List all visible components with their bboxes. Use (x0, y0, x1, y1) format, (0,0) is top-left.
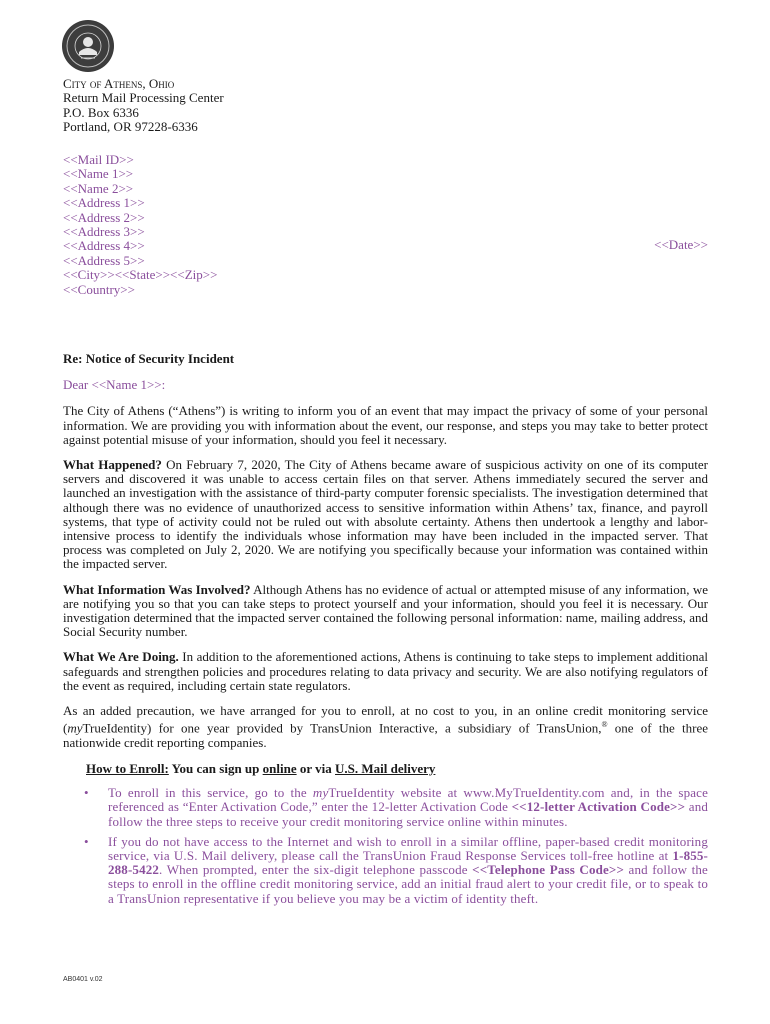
what-doing-heading: What We Are Doing. (63, 649, 179, 665)
recipient-block (63, 153, 363, 297)
bullet2-text-a: If you do not have access to the Internet and wish to enroll in a similar offline, paper-based credit monitoring service, via U.S. Mail delivery, please call the TransUnion Fraud Response Services toll-free hotline at (108, 833, 708, 864)
enroll-heading-text-c: or via (296, 761, 336, 776)
info-involved-heading: What Information Was Involved? (63, 581, 251, 597)
list-item (63, 786, 708, 829)
precaution-text-b: TrueIdentity) for one year provided by TransUnion Interactive, a subsidiary of TransUnion, (82, 720, 602, 736)
salutation-suffix: : (161, 377, 166, 393)
enroll-bullet-list (63, 786, 708, 906)
what-happened-paragraph (63, 458, 708, 572)
activation-code-field: <<12-letter Activation Code>> (511, 799, 686, 815)
subject-line: Re: Notice of Security Incident (63, 351, 235, 366)
bullet1-my: my (312, 785, 329, 801)
address1-field: <<Address 1>> (63, 195, 145, 211)
footer-code: AB0401 v.02 (63, 976, 103, 983)
date-field: <<Date>> (654, 237, 708, 252)
address5-field: <<Address 5>> (63, 252, 145, 268)
enroll-heading (86, 762, 708, 776)
mail-id-field: <<Mail ID>> (63, 152, 134, 167)
name1-field: <<Name 1>> (63, 166, 134, 182)
precaution-paragraph (63, 704, 708, 750)
sender-line-3: Portland, OR 97228-6336 (63, 119, 198, 135)
telephone-passcode-field: <<Telephone Pass Code>> (472, 862, 625, 878)
bullet-icon: • (84, 833, 89, 849)
intro-paragraph: The City of Athens (“Athens”) is writing to inform you of an event that may impact the privacy of some of your personal information. We are providing you with information about the event, our response, and steps you may take to better protect against potential misuse of your information, should you feel it necessary. (63, 403, 708, 447)
bullet1-text-a: To enroll in this service, go to the (108, 785, 313, 801)
address4-field: <<Address 4>> (63, 238, 145, 254)
return-address (63, 77, 363, 135)
bullet2-text-c: and follow the steps to enroll in the offline credit monitoring service, add an initial fraud alert to your credit file, or to speak to a TransUnion representative if you believe you may be a victim of identity theft. (108, 862, 708, 906)
enroll-mail-delivery: U.S. Mail delivery (335, 761, 436, 776)
address3-field: <<Address 3>> (63, 224, 145, 240)
salutation (63, 378, 708, 392)
salutation-name: <<Name 1>> (91, 377, 162, 393)
enroll-online: online (262, 761, 297, 776)
city-state-zip-field: <<City>><<State>><<Zip>> (63, 267, 218, 283)
enroll-heading-text-b: You can sign up (168, 761, 263, 776)
info-involved-text: Although Athens has no evidence of actual or attempted misuse of any information, we are notifying you so that you can take steps to protect yourself and your information, should you feel it is necessary. Our investigation determined that the impacted server contained the following personal information: name, mailing address, and Social Security number. (63, 581, 708, 640)
precaution-my: my (67, 720, 83, 736)
what-doing-text: In addition to the aforementioned actions, Athens is continuing to take steps to implement additional safeguards and strengthen policies and procedures relating to data privacy and security. We are also notifying regulators of the event as required, including certain state regulators. (63, 649, 708, 693)
bullet-icon: • (84, 785, 89, 801)
precaution-text-a: As an added precaution, we have arranged for you to enroll, at no cost to you, in an online credit monitoring service ( (63, 703, 708, 736)
list-item (63, 835, 708, 906)
registered-mark: ® (601, 720, 608, 730)
precaution-text-c: one of the three nationwide credit reporting companies. (63, 720, 708, 750)
sender-org: City of Athens, Ohio (63, 76, 175, 91)
city-seal-icon (62, 20, 114, 72)
country-field: <<Country>> (63, 281, 135, 297)
name2-field: <<Name 2>> (63, 180, 134, 196)
what-happened-text: On February 7, 2020, The City of Athens became aware of suspicious activity on one of its computer servers and discovered it was unable to access certain files on that server. Athens immediately secured the server and launched an investigation with the assistance of third-party computer forensic specialists. The investigation determined that although there was no evidence of unauthorized access to sensitive information within Athens’ tax, finance, and payroll systems, that type of activity could not be ruled out with absolute certainty. Athens then undertook a lengthy and labor-intensive process to identify the individuals whose information may have been included in the impacted server. That process was completed on July 2, 2020. We are notifying you specifically because your information was contained within the impacted server. (63, 457, 708, 572)
bullet1-text-b: TrueIdentity website at www.MyTrueIdentity.com and, in the space referenced as “Enter Activation Code,” enter the 12-letter Activation Code (108, 785, 709, 815)
letter-body (63, 352, 708, 912)
what-happened-heading: What Happened? (63, 457, 162, 473)
sender-line-1: Return Mail Processing Center (63, 90, 224, 106)
address2-field: <<Address 2>> (63, 209, 145, 225)
bullet2-text-b: . When prompted, enter the six-digit telephone passcode (159, 862, 473, 878)
salutation-prefix: Dear (63, 377, 92, 393)
enroll-heading-label: How to Enroll: (86, 761, 169, 776)
hotline-number: 1-855-288-5422 (108, 848, 708, 878)
sender-line-2: P.O. Box 6336 (63, 104, 139, 120)
what-doing-paragraph (63, 650, 708, 693)
bullet1-text-c: and follow the three steps to receive your credit monitoring service online within minutes. (108, 799, 708, 829)
info-involved-paragraph (63, 583, 708, 640)
